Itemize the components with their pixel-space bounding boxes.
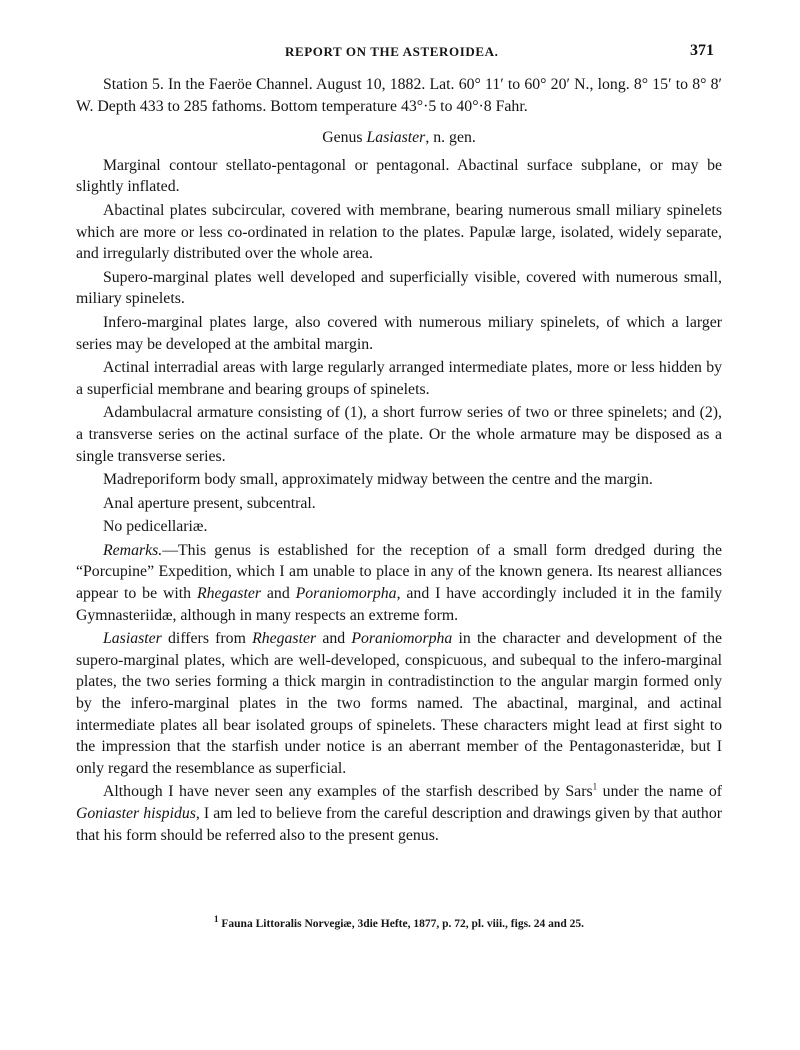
diagnosis-paragraph: No pedicellariæ. — [103, 518, 208, 536]
final-paragraph — [76, 781, 722, 846]
diagnosis-paragraph: Abactinal plates subcircular, covered with membrane, bearing numerous small miliary spinelets which are more or less co-ordinated in relation to the plates. Papulæ large, isolated, widely separate, and irregularly distributed over the whole area. — [76, 201, 722, 263]
diagnosis-paragraph: Infero-marginal plates large, also covered with numerous miliary spinelets, of which a larger series may be developed at the ambital margin. — [76, 313, 722, 353]
remarks-text-3: , and I have accordingly included it in the family Gymnasteriidæ, although in many respects an extreme form. — [76, 585, 722, 624]
running-title: REPORT ON THE ASTEROIDEA. — [285, 44, 499, 59]
diagnosis-paragraph: Anal aperture present, subcentral. — [103, 494, 316, 512]
diagnosis-paragraph: Supero-marginal plates well developed and superficially visible, covered with numerous small, miliary spinelets. — [76, 268, 722, 308]
diagnosis-paragraph: Madreporiform body small, approximately midway between the centre and the margin. — [103, 471, 653, 489]
footnote-text: Fauna Littoralis Norvegiæ, 3die Hefte, 1877, p. 72, pl. viii., figs. 24 and 25. — [218, 918, 584, 930]
footnote-marker: 1 — [214, 914, 219, 925]
remarks-label: Remarks. — [103, 541, 163, 559]
body-text — [76, 74, 722, 848]
genus-name: Lasiaster — [366, 129, 426, 147]
genus-poraniomorpha: Poraniomorpha — [295, 585, 397, 603]
genus-suffix: , n. gen. — [425, 129, 476, 147]
genus-rhegaster: Rhegaster — [196, 585, 262, 603]
comparison-paragraph — [76, 628, 722, 779]
genus-heading — [76, 127, 722, 149]
comparison-text-0: differs from — [161, 630, 253, 648]
remarks-text-1: This genus is established for the reception of a small form dredged during the “Porcupine” Expedition, which I am unable to place in any of the known genera. Its nearest alliances appear to be with — [76, 541, 722, 603]
diagnosis-paragraph: Marginal contour stellato-pentagonal or pentagonal. Abactinal surface subplane, or may be slightly inflated. — [76, 156, 722, 196]
genus-lasiaster: Lasiaster — [103, 630, 162, 648]
diagnosis-paragraph: Adambulacral armature consisting of (1), a short furrow series of two or three spinelets; and (2), a transverse series on the actinal surface of the plate. Or the whole armature may be disposed as a single transverse series. — [76, 404, 722, 465]
page-number: 371 — [690, 42, 714, 59]
page-header — [0, 44, 800, 64]
remarks-dash: — — [162, 541, 179, 559]
genus-rhegaster: Rhegaster — [252, 630, 317, 648]
genus-poraniomorpha: Poraniomorpha — [351, 630, 453, 648]
diagnosis-paragraph: Actinal interradial areas with large regularly arranged intermediate plates, more or less hidden by a superficial membrane and bearing groups of spinelets. — [76, 359, 722, 398]
species-goniaster-hispidus: Goniaster hispidus — [76, 805, 196, 822]
final-text-2: , I am led to believe from the careful description and drawings given by that author that his form should be referred also to the present genus. — [76, 805, 722, 844]
final-text-1: under the name of — [597, 783, 722, 801]
footnote — [76, 914, 722, 930]
station-paragraph: Station 5. In the Faeröe Channel. August 10, 1882. Lat. 60° 11′ to 60° 20′ N., long. 8° 15′ to 8° 8′ W. Depth 433 to 285 fathoms. Bottom temperature 43°·5 to 40°·8 Fahr. — [76, 76, 722, 115]
remarks-paragraph — [76, 540, 722, 626]
comparison-text-2: in the character and development of the supero-marginal plates, which are well-developed, conspicuous, and subequal to the infero-marginal plates, the two series forming a thick margin in contradistinction to the angular margin formed only by the infero-marginal plates in the two forms named. The abactinal, marginal, and actinal intermediate plates all bear isolated groups of spinelets. These characters might lead at first sight to the impression that the starfish under notice is an aberrant member of the Pentagonasteridæ, but I only regard the resemblance as superficial. — [76, 630, 722, 777]
final-text-0: Although I have never seen any examples of the starfish described by Sars — [103, 783, 593, 801]
comparison-text-1: and — [316, 630, 352, 648]
footnote-reference: 1 — [592, 782, 598, 793]
remarks-text-2: and — [261, 585, 296, 603]
genus-prefix: Genus — [322, 129, 367, 147]
